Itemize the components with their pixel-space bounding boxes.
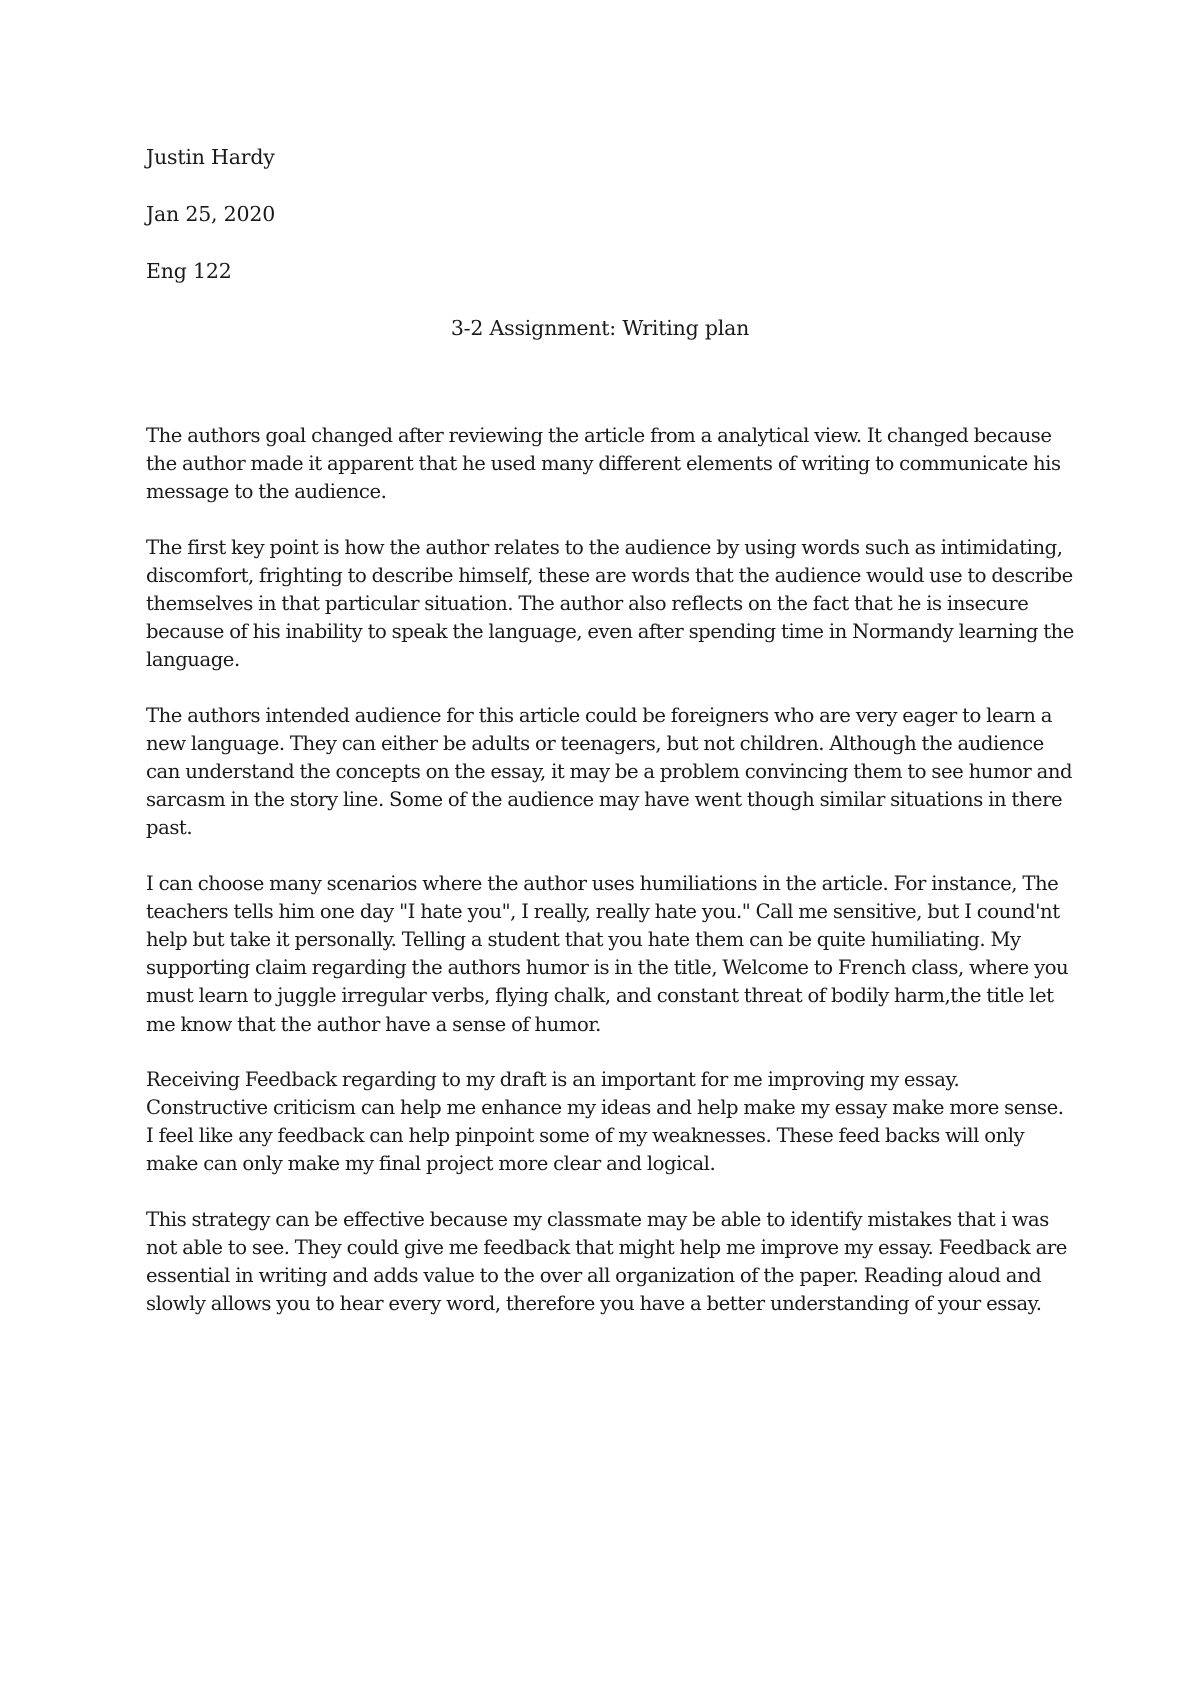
author-name: Justin Hardy [146,145,275,169]
paragraph: Receiving Feedback regarding to my draft is an important for me improving my essay. Constructive criticism can help me enhance my ideas and help make my essay make more sense. I feel like any feedback can help pinpoint some of my weaknesses. These feed backs will only make can only make my final project more clear and logical. [146,1067,1064,1176]
paragraph: The authors goal changed after reviewing the article from a analytical view. It changed because the author made it apparent that he used many different elements of writing to communicate his message to the audience. [146,424,1061,504]
paragraph: The first key point is how the author relates to the audience by using words such as intimidating, discomfort, frighting to describe himself, these are words that the audience would use to describe themselves in that particular situation. The author also reflects on the fact that he is insecure because of his inability to speak the language, even after spending time in Normandy learning the language. [146,535,1074,672]
document-title: 3-2 Assignment: Writing plan [450,316,750,340]
document-content [146,143,1076,1345]
paragraph: I can choose many scenarios where the author uses humiliations in the article. For instance, The teachers tells him one day "I hate you", I really, really hate you." Call me sensitive, but I cound'nt help but take it personally. Telling a student that you hate them can be quite humiliating. My supporting claim regarding the authors humor is in the title, Welcome to French class, where you must learn to juggle irregular verbs, flying chalk, and constant threat of bodily harm,the title let me know that the author have a sense of humor. [146,871,1069,1036]
paragraph: The authors intended audience for this article could be foreigners who are very eager to learn a new language. They can either be adults or teenagers, but not children. Although the audience can understand the concepts on the essay, it may be a problem convincing them to see humor and sarcasm in the story line. Some of the audience may have went though similar situations in there past. [146,703,1073,840]
document-date: Jan 25, 2020 [146,202,276,226]
paragraph: This strategy can be effective because my classmate may be able to identify mistakes that i was not able to see. They could give me feedback that might help me improve my essay. Feedback are essential in writing and adds value to the over all organization of the paper. Reading aloud and slowly allows you to hear every word, therefore you have a better understanding of your essay. [146,1207,1067,1316]
document-body [146,422,1076,1318]
course-name: Eng 122 [146,259,232,283]
